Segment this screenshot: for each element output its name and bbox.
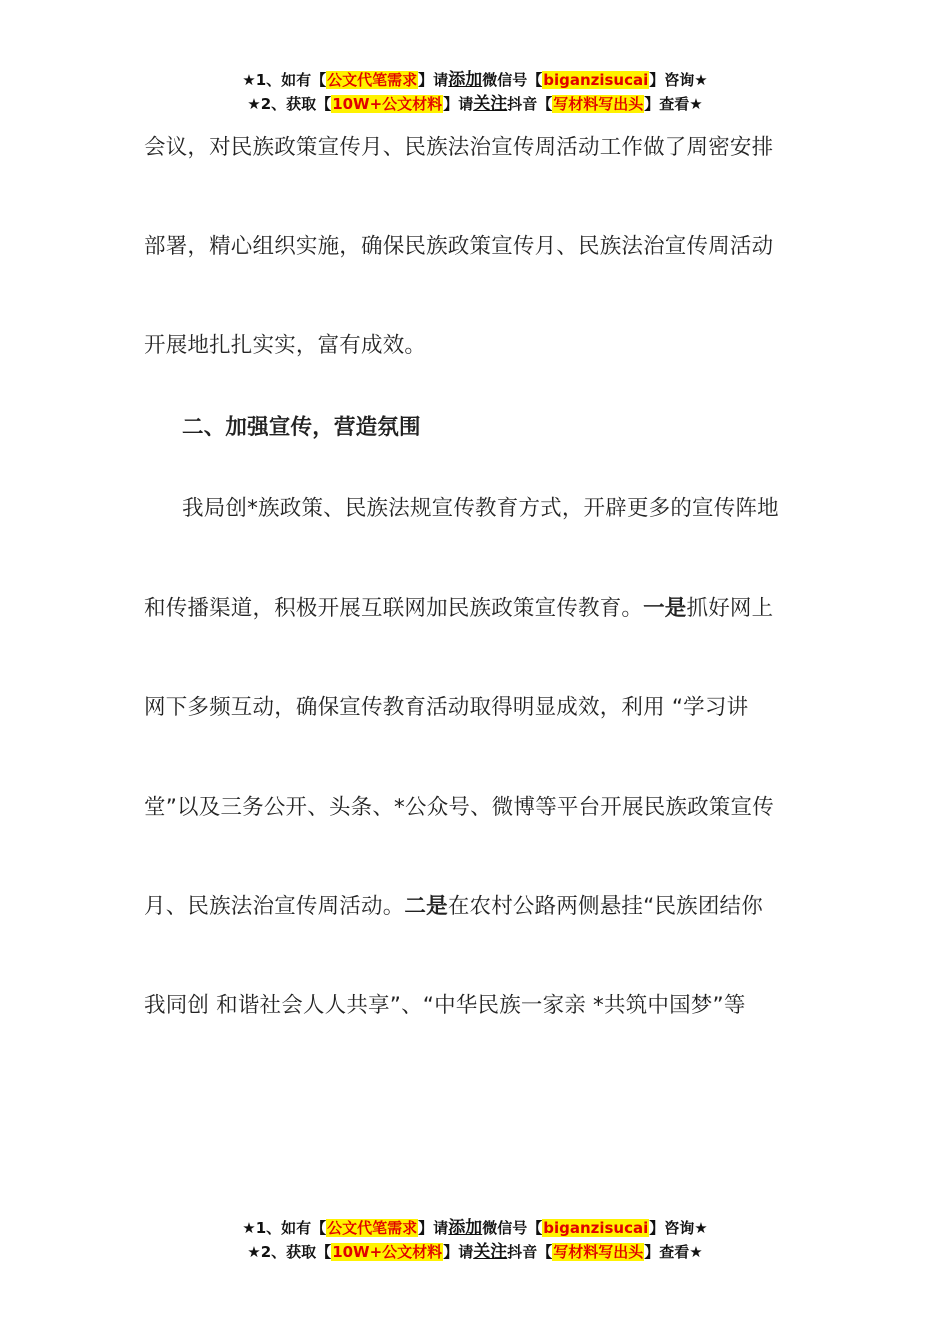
footer-banner bbox=[0, 1216, 950, 1264]
footer-line-1 bbox=[0, 1216, 950, 1240]
text-run: 和传播渠道，积极开展互联网加民族政策宣传教育。 bbox=[144, 596, 644, 621]
banner-highlight: 写材料写出头 bbox=[553, 1243, 644, 1261]
banner-text: ★1、如有【 bbox=[242, 71, 327, 89]
text-run: 月、民族法治宣传周活动。 bbox=[144, 894, 405, 919]
paragraph-line: 网下多频互动，确保宣传教育活动取得明显成效，利用 “学习讲 bbox=[144, 695, 749, 720]
banner-text: ★1、如有【 bbox=[242, 1219, 327, 1237]
paragraph-line: 部署，精心组织实施，确保民族政策宣传月、民族法治宣传周活动 bbox=[144, 234, 774, 259]
banner-text: 】咨询★ bbox=[649, 1219, 708, 1237]
header-line-1 bbox=[0, 68, 950, 92]
banner-text: 】请 bbox=[443, 1243, 474, 1261]
banner-highlight: 写材料写出头 bbox=[553, 95, 644, 113]
banner-text: ★2、获取【 bbox=[247, 1243, 332, 1261]
text-run: 抓好网上 bbox=[686, 596, 774, 621]
banner-highlight: 公文代笔需求 bbox=[327, 71, 418, 89]
banner-text: 抖音【 bbox=[507, 95, 553, 113]
banner-text: 微信号【 bbox=[482, 71, 543, 89]
banner-text: 】请 bbox=[418, 1219, 449, 1237]
banner-underline: 添加 bbox=[448, 1218, 483, 1238]
header-line-2 bbox=[0, 92, 950, 116]
paragraph-line: 开展地扎扎实实，富有成效。 bbox=[144, 333, 427, 358]
banner-underline: 关注 bbox=[473, 94, 508, 114]
footer-line-2 bbox=[0, 1240, 950, 1264]
banner-highlight: 10W+公文材料 bbox=[332, 95, 443, 113]
banner-text: 】咨询★ bbox=[649, 71, 708, 89]
banner-highlight: 公文代笔需求 bbox=[327, 1219, 418, 1237]
banner-text: ★2、获取【 bbox=[247, 95, 332, 113]
banner-text: 】查看★ bbox=[644, 1243, 703, 1261]
paragraph-line: 会议，对民族政策宣传月、民族法治宣传周活动工作做了周密安排 bbox=[144, 135, 774, 160]
paragraph-line: 我局创*族政策、民族法规宣传教育方式，开辟更多的宣传阵地 bbox=[182, 496, 779, 521]
paragraph-line bbox=[144, 889, 763, 920]
banner-highlight: biganzisucai bbox=[543, 71, 649, 89]
section-heading: 二、加强宣传，营造氛围 bbox=[182, 415, 421, 440]
banner-text: 抖音【 bbox=[507, 1243, 553, 1261]
banner-highlight: biganzisucai bbox=[543, 1219, 649, 1237]
banner-text: 】请 bbox=[418, 71, 449, 89]
header-banner bbox=[0, 68, 950, 116]
paragraph-line bbox=[144, 591, 773, 622]
paragraph-line: 我同创 和谐社会人人共享”、“中华民族一家亲 *共筑中国梦”等 bbox=[144, 993, 746, 1018]
bold-marker: 二是 bbox=[404, 894, 448, 919]
banner-text: 】请 bbox=[443, 95, 474, 113]
bold-marker: 一是 bbox=[643, 596, 687, 621]
paragraph-line: 堂”以及三务公开、头条、*公众号、微博等平台开展民族政策宣传 bbox=[144, 795, 774, 820]
banner-text: 】查看★ bbox=[644, 95, 703, 113]
banner-highlight: 10W+公文材料 bbox=[332, 1243, 443, 1261]
banner-underline: 关注 bbox=[473, 1242, 508, 1262]
banner-underline: 添加 bbox=[448, 70, 483, 90]
text-run: 在农村公路两侧悬挂“民族团结你 bbox=[447, 894, 763, 919]
banner-text: 微信号【 bbox=[482, 1219, 543, 1237]
